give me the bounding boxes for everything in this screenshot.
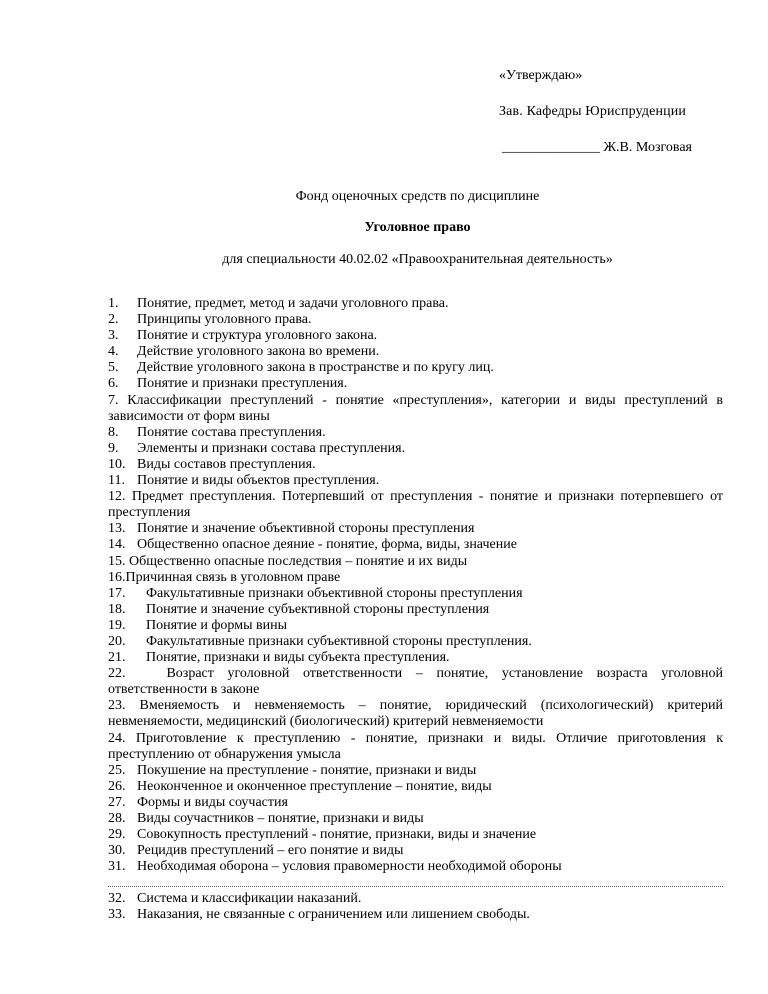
item-text: Элементы и признаки состава преступления. xyxy=(137,440,406,456)
item-number: 32. xyxy=(108,891,126,906)
list-item xyxy=(108,360,723,376)
item-text: Понятие и признаки преступления. xyxy=(137,376,348,392)
item-text: Понятие состава преступления. xyxy=(137,424,326,440)
item-text: Совокупность преступлений - понятие, признаки, виды и значение xyxy=(137,827,537,843)
item-number: 21. xyxy=(108,650,126,666)
item-text: Вменяемость и невменяемость – понятие, юридический (психологический) критерий невменяемости, медицинский (биологический) критерий невменяемости xyxy=(108,698,724,730)
item-number: 24. xyxy=(108,730,126,746)
list-item xyxy=(108,521,723,537)
item-text: Причинная связь в уголовном праве xyxy=(125,569,341,585)
item-number: 31. xyxy=(108,859,126,875)
question-list-continued xyxy=(108,891,723,923)
list-item xyxy=(108,376,723,392)
question-list xyxy=(108,296,723,875)
item-number: 3. xyxy=(108,328,119,344)
item-text: Факультативные признаки субъективной стороны преступления. xyxy=(146,633,532,649)
item-text: Общественно опасное деяние - понятие, форма, виды, значение xyxy=(137,537,517,553)
item-number: 1. xyxy=(108,296,119,311)
item-text: Факультативные признаки объективной стороны преступления xyxy=(146,585,523,601)
item-text: Действие уголовного закона во времени. xyxy=(137,344,380,360)
item-number: 33. xyxy=(108,907,126,923)
list-item xyxy=(108,731,723,763)
item-number: 17. xyxy=(108,585,126,601)
item-text: Принципы уголовного права. xyxy=(137,312,312,328)
list-item xyxy=(108,570,723,586)
item-number: 28. xyxy=(108,811,126,826)
list-item xyxy=(108,795,723,811)
list-item xyxy=(108,296,723,312)
list-item xyxy=(108,537,723,553)
list-item xyxy=(108,393,723,425)
list-item xyxy=(108,698,723,730)
item-text: Понятие и значение субъективной стороны преступления xyxy=(146,601,490,617)
item-number: 20. xyxy=(108,633,126,649)
list-item xyxy=(108,344,723,360)
item-text: Необходимая оборона – условия правомерности необходимой обороны xyxy=(137,859,562,875)
list-item xyxy=(108,618,723,634)
item-number: 25. xyxy=(108,762,126,778)
item-text: Формы и виды соучастия xyxy=(137,794,288,810)
list-item xyxy=(108,763,723,779)
list-item xyxy=(108,586,723,602)
item-number: 15. xyxy=(108,553,126,569)
item-text: Понятие и структура уголовного закона. xyxy=(137,328,378,344)
item-number: 19. xyxy=(108,617,126,633)
list-item xyxy=(108,907,723,923)
list-item xyxy=(108,779,723,795)
item-number: 13. xyxy=(108,521,126,537)
item-number: 5. xyxy=(108,360,119,376)
item-number: 11. xyxy=(108,473,125,489)
approver-position: Зав. Кафедры Юриспруденции xyxy=(499,104,687,119)
section-divider xyxy=(108,886,723,887)
specialty-line: для специальности 40.02.02 «Правоохранительная деятельность» xyxy=(222,252,613,267)
list-item xyxy=(108,666,723,698)
list-item xyxy=(108,811,723,827)
list-item xyxy=(108,457,723,473)
list-item xyxy=(108,859,723,875)
item-text: Система и классификации наказаний. xyxy=(137,891,362,906)
item-number: 29. xyxy=(108,827,126,843)
subject-title: Уголовное право xyxy=(364,220,471,235)
list-item xyxy=(108,312,723,328)
item-text: Понятие и формы вины xyxy=(146,617,287,633)
item-text: Возраст уголовной ответственности – понятие, установление возраста уголовной ответственности в законе xyxy=(108,666,723,698)
list-item xyxy=(108,602,723,618)
approval-label: «Утверждаю» xyxy=(499,68,583,83)
list-item xyxy=(108,827,723,843)
item-number: 30. xyxy=(108,843,126,859)
item-text: Понятие, предмет, метод и задачи уголовного права. xyxy=(137,296,449,311)
approver-signature: ______________ Ж.В. Мозговая xyxy=(502,140,692,155)
item-text: Рецидив преступлений – его понятие и виды xyxy=(137,843,404,859)
item-number: 14. xyxy=(108,537,126,553)
item-text: Понятие и виды объектов преступления. xyxy=(137,473,380,489)
item-number: 26. xyxy=(108,778,126,794)
item-number: 4. xyxy=(108,344,119,360)
list-item xyxy=(108,441,723,457)
document-title: Фонд оценочных средств по дисциплине xyxy=(295,189,540,204)
item-number: 6. xyxy=(108,376,119,392)
item-number: 7. xyxy=(108,392,119,408)
item-text: Предмет преступления. Потерпевший от преступления - понятие и признаки потерпевшего от преступления xyxy=(108,489,723,521)
item-number: 23. xyxy=(108,698,126,714)
list-item xyxy=(108,891,723,907)
item-text: Виды соучастников – понятие, признаки и виды xyxy=(137,811,424,826)
item-number: 8. xyxy=(108,424,119,440)
item-text: Классификации преступлений - понятие «преступления», категории и виды преступлений в зависимости от форм вины xyxy=(108,392,723,424)
item-text: Виды составов преступления. xyxy=(137,456,316,472)
item-text: Приготовление к преступлению - понятие, признаки и виды. Отличие приготовления к преступлению от обнаружения умысла xyxy=(108,730,724,762)
item-number: 16. xyxy=(108,569,126,585)
list-item xyxy=(108,634,723,650)
item-number: 27. xyxy=(108,794,126,810)
list-item xyxy=(108,328,723,344)
item-text: Понятие, признаки и виды субъекта преступления. xyxy=(146,650,450,666)
list-item xyxy=(108,489,723,521)
list-item xyxy=(108,843,723,859)
item-number: 18. xyxy=(108,601,126,617)
item-text: Понятие и значение объективной стороны преступления xyxy=(137,521,475,537)
item-number: 12. xyxy=(108,489,126,505)
item-text: Общественно опасные последствия – понятие и их виды xyxy=(129,553,468,569)
approval-block xyxy=(499,68,759,156)
item-number: 2. xyxy=(108,312,119,328)
item-number: 22. xyxy=(108,666,126,682)
item-text: Действие уголовного закона в пространстве и по кругу лиц. xyxy=(137,360,494,376)
list-item xyxy=(108,473,723,489)
item-text: Неоконченное и оконченное преступление – понятие, виды xyxy=(137,778,492,794)
list-item xyxy=(108,650,723,666)
item-text: Покушение на преступление - понятие, признаки и виды xyxy=(137,762,477,778)
list-item xyxy=(108,425,723,441)
item-number: 9. xyxy=(108,440,119,456)
item-text: Наказания, не связанные с ограничением или лишением свободы. xyxy=(137,907,530,923)
list-item xyxy=(108,554,723,570)
item-number: 10. xyxy=(108,456,126,472)
